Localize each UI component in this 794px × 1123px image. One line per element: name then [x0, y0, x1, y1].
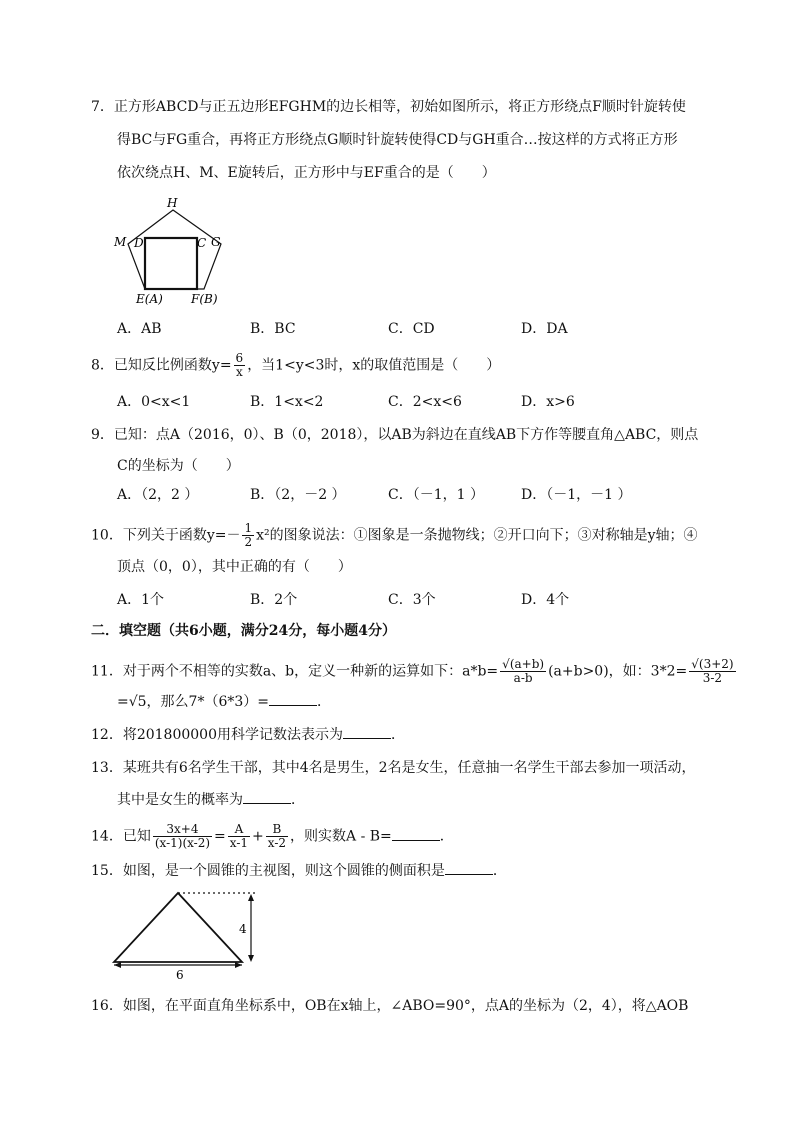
q11-frac2-den: 3-2 [702, 671, 723, 685]
label-m: M [114, 235, 127, 249]
q15-answer-blank [445, 862, 493, 875]
q10-frac-num: 1 [244, 521, 253, 535]
q7-line1: 7．正方形ABCD与正五边形EFGHM的边长相等，初始如图所示，将正方形绕点F顺时针旋转使 [91, 99, 686, 115]
q16-line1: 16．如图，在平面直角坐标系中，OB在x轴上，∠ABO=90°，点A的坐标为（2，4），将△AOB [91, 998, 689, 1014]
q10-line2: 顶点（0，0），其中正确的有（ ） [117, 559, 352, 575]
q11-line2-text: =√5，那么7*（6*3）= [117, 694, 270, 710]
q9-option-d: D．（－1，－1 ） [521, 487, 632, 503]
q8-pre: 8．已知反比例函数y= [91, 357, 232, 374]
label-fb: F(B) [191, 292, 218, 306]
q14-eq: = [214, 828, 226, 845]
q8-frac-num: 6 [235, 351, 244, 365]
q11-pre: 11．对于两个不相等的实数a、b，定义一种新的运算如下：a*b= [91, 663, 499, 680]
q7-option-d: D．DA [521, 321, 568, 337]
q14-end: ． [439, 828, 454, 845]
q11-frac1-den: a-b [513, 671, 533, 685]
cone-base-arrowhead-left [114, 962, 121, 968]
q9-option-a: A．（2，2 ） [117, 487, 199, 503]
q10-option-c: C．3个 [388, 592, 436, 608]
q8-option-a: A．0<x<1 [117, 394, 191, 410]
q7-option-c: C．CD [388, 321, 435, 337]
q7-option-b: B．BC [250, 321, 296, 337]
q10-post: x²的图象说法：①图象是一条抛物线；②开口向下；③对称轴是y轴；④ [256, 527, 698, 544]
q11-fraction-1 [500, 658, 546, 685]
q14-fraction-2 [228, 823, 250, 850]
q9-option-c: C．（－1，1 ） [388, 487, 484, 503]
label-g: G [211, 235, 221, 249]
q14-fraction-1 [153, 823, 212, 850]
q10-option-a: A．1个 [117, 592, 165, 608]
q14-f2-den: x-1 [229, 836, 249, 850]
q10-frac-den: 2 [244, 535, 253, 549]
q10-option-d: D．4个 [521, 592, 570, 608]
cone-front-view-figure [106, 884, 266, 984]
q8-stem [91, 352, 500, 379]
q11-end: ． [317, 694, 332, 710]
q14-f3-den: x-2 [267, 836, 287, 850]
section-heading-fill-blank: 二．填空题（共6小题，满分24分，每小题4分） [91, 623, 396, 639]
q14-fraction-3 [266, 823, 288, 850]
q12-answer-blank [343, 726, 391, 739]
label-h: H [167, 196, 178, 210]
square-shape [145, 238, 197, 289]
q13-line1: 13．某班共有6名学生干部，其中4名是男生，2名是女生，任意抽一名学生干部去参加一项活动， [91, 760, 696, 776]
q12-text: 12．将201800000用科学记数法表示为 [91, 727, 343, 743]
cone-height-arrowhead-bottom [248, 955, 254, 962]
cone-height-label: 4 [239, 922, 247, 936]
q12-end: ． [390, 727, 405, 743]
q13-line2 [117, 790, 305, 810]
q11-stem [91, 658, 738, 685]
label-d: D [134, 236, 144, 250]
q13-line2-text: 其中是女生的概率为 [117, 792, 243, 808]
q15-stem [91, 861, 507, 881]
q14-f1-num: 3x+4 [153, 823, 212, 837]
q9-option-b: B．（2，－2 ） [250, 487, 346, 503]
cone-base-label: 6 [176, 968, 184, 982]
pentagon-square-figure [108, 192, 226, 310]
q8-option-c: C．2<x<6 [388, 394, 462, 410]
q7-option-a: A．AB [117, 321, 162, 337]
q10-pre: 10．下列关于函数y=－ [91, 527, 241, 544]
q7-line3: 依次绕点H、M、E旋转后，正方形中与EF重合的是（ ） [117, 165, 496, 181]
label-ea: E(A) [136, 292, 163, 306]
q9-line2: C的坐标为（ ） [117, 458, 240, 474]
q7-line2: 得BC与FG重合，再将正方形绕点G顺时针旋转使得CD与GH重合…按这样的方式将正方形 [117, 132, 678, 148]
q11-line2 [117, 692, 331, 712]
q8-fraction [234, 352, 246, 379]
q11-fraction-2 [689, 658, 735, 685]
q9-line1: 9．已知：点A（2016，0）、B（0，2018），以AB为斜边在直线AB下方作等腰直角△ABC，则点 [91, 427, 699, 443]
q13-answer-blank [243, 791, 291, 804]
q11-frac2-num: √(3+2) [691, 657, 734, 671]
q10-option-b: B．2个 [250, 592, 298, 608]
q8-option-b: B．1<x<2 [250, 394, 324, 410]
q13-end: ． [291, 792, 305, 808]
q14-f2-num: A [228, 823, 250, 837]
q14-f3-num: B [266, 823, 288, 837]
cone-base-arrowhead-right [235, 962, 242, 968]
q14-pre: 14．已知 [91, 828, 151, 845]
q14-post: ，则实数A - B= [290, 828, 392, 845]
q12-stem [91, 725, 405, 745]
q8-frac-den: x [235, 365, 243, 379]
q15-end: ． [492, 863, 507, 879]
q11-mid: (a+b>0)，如：3*2= [548, 663, 688, 680]
label-c: C [197, 236, 207, 250]
q8-option-d: D．x>6 [521, 394, 575, 410]
q11-frac1-num: √(a+b) [502, 657, 545, 671]
q14-answer-blank [392, 828, 440, 841]
q14-f1-den: (x-1)(x-2) [154, 836, 211, 850]
q10-stem [91, 522, 698, 549]
q11-answer-blank [269, 693, 317, 706]
cone-height-arrowhead-top [248, 894, 254, 901]
q15-text: 15．如图，是一个圆锥的主视图，则这个圆锥的侧面积是 [91, 863, 445, 879]
q14-stem [91, 823, 454, 850]
q8-post: ，当1<y<3时，x的取值范围是（ ） [247, 357, 501, 374]
q14-plus: + [252, 828, 264, 845]
q10-fraction [242, 522, 254, 549]
cone-triangle [114, 893, 242, 962]
